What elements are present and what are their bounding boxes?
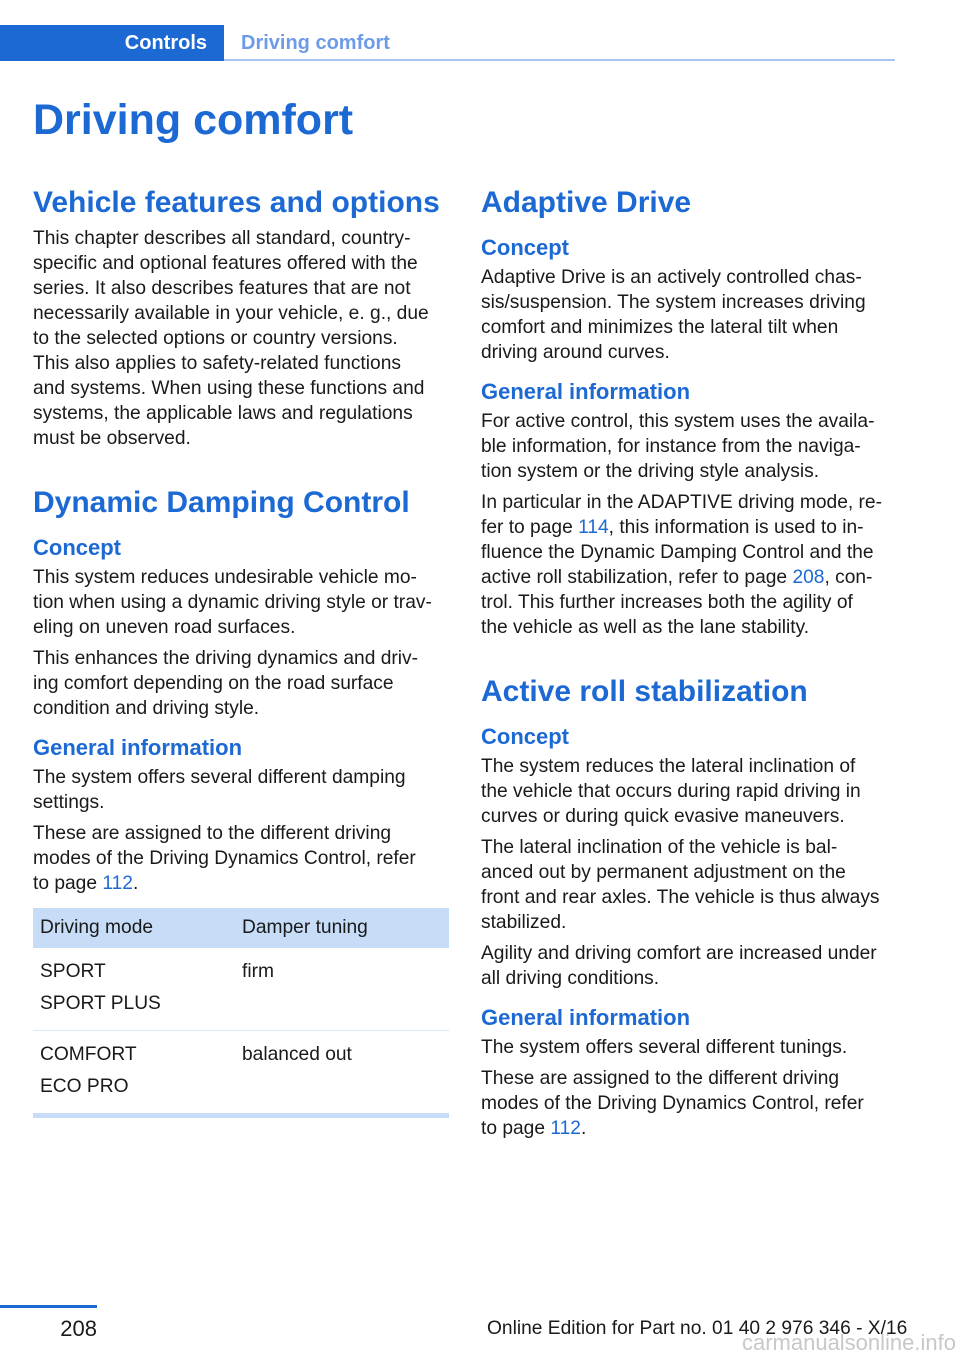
- table-cell-driving-mode: COMFORT ECO PRO: [40, 1044, 137, 1097]
- active-roll-concept-paragraph-3: Agility and driving comfort are increased under all driving conditions.: [481, 943, 877, 989]
- adaptive-drive-general-heading: General information: [481, 379, 691, 404]
- dynamic-damping-general-paragraph-1: The system offers several different damping settings.: [33, 767, 406, 813]
- active-roll-concept-paragraph-2: The lateral inclination of the vehicle is bal- anced out by permanent adjustment on the front and rear axles. The vehicle is thus always stabilized.: [481, 837, 880, 933]
- watermark: carmanualsonline.info: [741, 1330, 956, 1355]
- table-header-damper-tuning: Damper tuning: [235, 908, 449, 948]
- table-cell-driving-mode: SPORT SPORT PLUS: [33, 948, 235, 1031]
- header-chapter-tab[interactable]: Driving comfort: [241, 32, 390, 54]
- page-title: Driving comfort: [33, 96, 354, 144]
- edition-footer: Online Edition for Part no. 01 40 2 976 346 - X/16: [487, 1318, 908, 1339]
- page-number-rule: [0, 1305, 97, 1308]
- adaptive-drive-concept-paragraph: Adaptive Drive is an actively controlled chas- sis/suspension. The system increases driving comfort and minimizes the lateral tilt when driving around curves.: [481, 267, 866, 363]
- dynamic-damping-concept-heading: Concept: [33, 535, 121, 560]
- dynamic-damping-general-heading: General information: [33, 735, 243, 760]
- table-row: [33, 1031, 449, 1114]
- vehicle-features-paragraph: This chapter describes all standard, country- specific and optional features offered with the series. It also describes features that are not necessarily available in your vehicle, e. g., due to the selected options or country versions. This also applies to safety-related functions and systems. When using these functions and systems, the applicable laws and regulations must be observed.: [33, 228, 429, 449]
- adaptive-drive-general-paragraph-1: For active control, this system uses the availa- ble information, for instance from the naviga- tion system or the driving style analysis.: [481, 411, 875, 482]
- page-link-112[interactable]: 112: [550, 1118, 581, 1139]
- dynamic-damping-concept-paragraph-1: This system reduces undesirable vehicle mo- tion when using a dynamic driving style or trav- eling on uneven road surfaces.: [33, 567, 432, 638]
- table-cell-damper-tuning: firm: [235, 948, 449, 1031]
- table-header-driving-mode: Driving mode: [33, 908, 235, 948]
- active-roll-heading: Active roll stabilization: [481, 675, 808, 708]
- table-row: [33, 948, 449, 1031]
- active-roll-concept-heading: Concept: [481, 724, 569, 749]
- active-roll-general-paragraph-2: These are assigned to the different driving modes of the Driving Dynamics Control, refer to page 112.: [481, 1068, 864, 1139]
- damper-tuning-table: [33, 908, 449, 1113]
- dynamic-damping-general-paragraph-2: These are assigned to the different driving modes of the Driving Dynamics Control, refer to page 112.: [33, 823, 416, 894]
- page-number: 208: [60, 1316, 97, 1341]
- header-section-tab[interactable]: Controls: [0, 25, 224, 61]
- active-roll-general-paragraph-1: The system offers several different tunings.: [481, 1037, 848, 1058]
- page-link-112[interactable]: 112: [102, 873, 133, 894]
- dynamic-damping-concept-paragraph-2: This enhances the driving dynamics and driv- ing comfort depending on the road surface condition and driving style.: [33, 648, 419, 719]
- right-column: [481, 183, 899, 1141]
- adaptive-drive-concept-heading: Concept: [481, 235, 569, 260]
- table-bottom-rule: [33, 1113, 449, 1118]
- adaptive-drive-general-paragraph-2: In particular in the ADAPTIVE driving mode, re- fer to page 114, this information is used to in- fluence the Dynamic Damping Control and the active roll stabilization, refer to page 208, con- trol. This further increases both the agility of the vehicle as well as the lane stability.: [481, 492, 882, 638]
- vehicle-features-heading: Vehicle features and options: [33, 186, 440, 219]
- active-roll-general-heading: General information: [481, 1005, 691, 1030]
- table-header-row: [33, 908, 449, 948]
- dynamic-damping-heading: Dynamic Damping Control: [33, 486, 410, 519]
- header-rule: [224, 59, 895, 61]
- left-column: [33, 183, 451, 1118]
- page-link-208[interactable]: 208: [792, 567, 825, 588]
- page-header: [0, 25, 895, 61]
- active-roll-concept-paragraph-1: The system reduces the lateral inclination of the vehicle that occurs during rapid driving in curves or during quick evasive maneuvers.: [481, 756, 861, 827]
- page-link-114[interactable]: 114: [578, 517, 609, 538]
- adaptive-drive-heading: Adaptive Drive: [481, 186, 692, 219]
- table-cell-damper-tuning: balanced out: [242, 1044, 352, 1065]
